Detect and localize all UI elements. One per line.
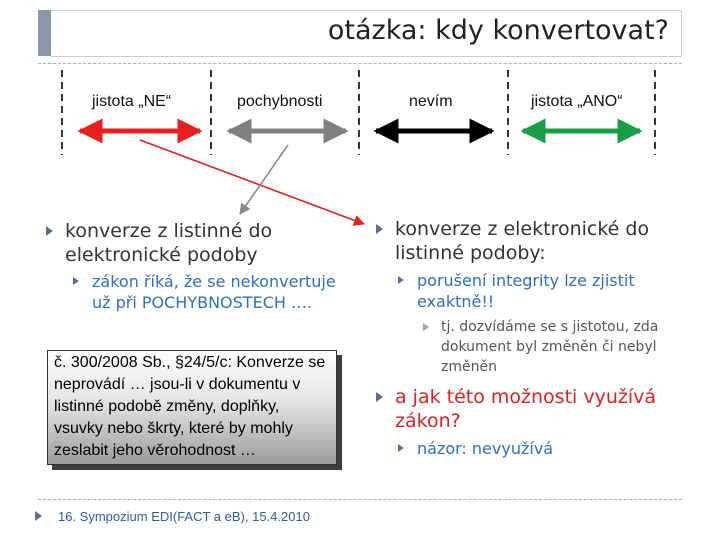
left-column: [38, 219, 338, 313]
right-subsub-bullet-text: tj. dozvídáme se s jistotou, zda dokument byl změněn či nebyl změněn: [441, 319, 659, 375]
bullet-triangle-icon: [46, 226, 53, 236]
label-jistota-ne: jistota „NE“: [92, 93, 172, 110]
right-sub-bullet-2: [388, 438, 688, 459]
left-sub-bullet-text: zákon říká, že se nekonvertuje už při POCHYBNOSTECH ….: [92, 272, 336, 312]
right-sub-bullet-2-text: názor: nevyužívá: [417, 439, 554, 458]
right-sub-bullet: [388, 270, 688, 312]
right-bullet: [368, 217, 688, 265]
law-quote-box: [47, 350, 337, 465]
slide-title: otázka: kdy konvertovat?: [327, 15, 669, 46]
law-quote-text: č. 300/2008 Sb., §24/5/c: Konverze se neprovádí … jsou-li v dokumentu v listinné podobě změny, doplňky, vsuvky nebo škrty, které by mohly zeslabit jeho věrohodnost …: [54, 354, 326, 459]
subsub-bullet-triangle-icon: [423, 323, 429, 331]
footer-triangle-icon: [35, 511, 42, 521]
label-nevim: nevím: [409, 93, 453, 110]
sub-bullet-triangle-icon: [73, 277, 79, 285]
certainty-spectrum: [0, 0, 720, 250]
right-sub-bullet-text: porušení integrity lze zjistit exaktně!!: [417, 271, 635, 311]
right-bullet-2: [368, 385, 688, 433]
left-bullet-text: konverze z listinné do elektronické podoby: [65, 220, 273, 266]
sub-bullet-triangle-icon: [398, 276, 404, 284]
bullet-triangle-icon: [376, 224, 383, 234]
bullet-triangle-icon: [376, 392, 383, 402]
right-column: [368, 217, 688, 459]
label-jistota-ano: jistota „ANO“: [531, 93, 623, 110]
right-bullet-2-text: a jak této možnosti využívá zákon?: [395, 386, 657, 432]
left-sub-bullet: [63, 271, 338, 313]
right-bullet-text: konverze z elektronické do listinné podoby:: [395, 218, 650, 264]
footer-text: 16. Sympozium EDI(FACT a eB), 15.4.2010: [58, 509, 310, 524]
label-pochybnosti: pochybnosti: [237, 93, 323, 110]
sub-bullet-triangle-icon: [398, 444, 404, 452]
bottom-divider: [38, 499, 682, 500]
pointer-arrow-red: [140, 140, 364, 224]
right-subsub-bullet: [413, 317, 688, 377]
left-bullet: [38, 219, 338, 267]
footer: [40, 509, 310, 524]
